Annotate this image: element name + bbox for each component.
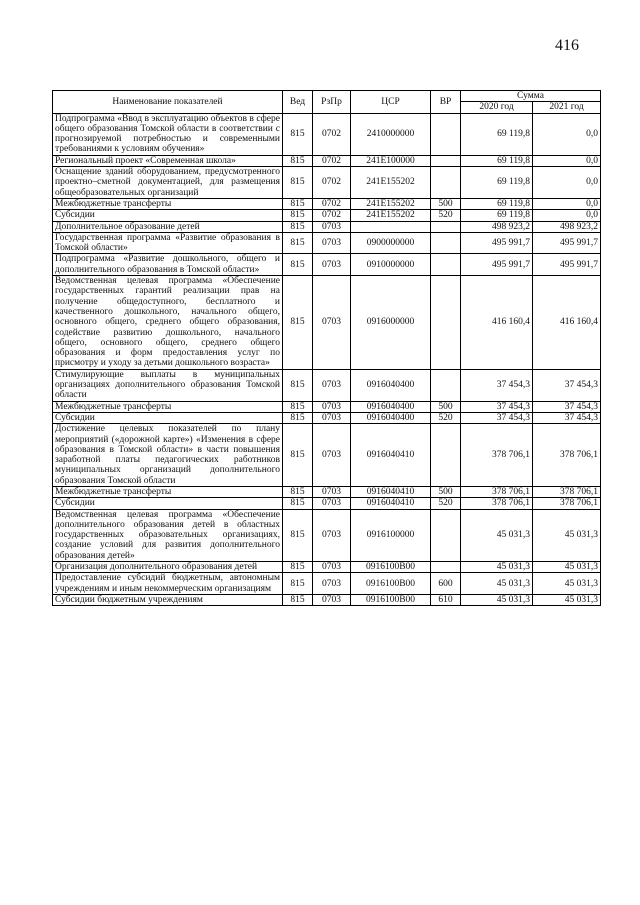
cell-2020: 69 119,8 [461,210,533,221]
table-row [53,486,601,497]
cell-ved: 815 [283,167,313,199]
cell-vr [431,113,461,155]
header-year-2020: 2020 год [461,102,533,113]
header-name: Наименование показателей [53,91,283,114]
cell-vr [431,221,461,232]
cell-ved: 815 [283,509,313,561]
table-row [53,594,601,605]
cell-2020: 69 119,8 [461,198,533,209]
cell-vr: 520 [431,498,461,509]
cell-ved: 815 [283,232,313,254]
cell-ved: 815 [283,276,313,370]
table-row [53,210,601,221]
cell-rzpr: 0702 [313,155,351,166]
cell-2021: 0,0 [533,155,601,166]
cell-2020: 69 119,8 [461,155,533,166]
cell-csr: 0916100В00 [351,562,431,573]
cell-2021: 37 454,3 [533,369,601,401]
cell-name: Региональный проект «Современная школа» [53,155,283,166]
cell-name: Субсидии [53,412,283,423]
cell-rzpr: 0703 [313,369,351,401]
header-ved: Вед [283,91,313,114]
cell-csr: 0916100В00 [351,594,431,605]
table-row [53,573,601,595]
cell-ved: 815 [283,401,313,412]
cell-vr [431,254,461,276]
cell-2020: 495 991,7 [461,254,533,276]
cell-2020: 498 923,2 [461,221,533,232]
cell-vr [431,167,461,199]
cell-2020: 37 454,3 [461,412,533,423]
cell-2020: 45 031,3 [461,594,533,605]
cell-csr: 241E155202 [351,198,431,209]
cell-vr: 600 [431,573,461,595]
cell-rzpr: 0703 [313,221,351,232]
page-number: 416 [555,37,579,54]
table-row [53,113,601,155]
cell-csr: 0910000000 [351,254,431,276]
cell-ved: 815 [283,221,313,232]
cell-name: Ведомственная целевая программа «Обеспечение дополнительного образования детей в областных государственных образовательных организациях, создание условий для развития дополнительного образования детей» [53,509,283,561]
cell-ved: 815 [283,210,313,221]
cell-name: Межбюджетные трансферты [53,401,283,412]
cell-ved: 815 [283,573,313,595]
cell-2021: 416 160,4 [533,276,601,370]
table-row [53,424,601,487]
cell-rzpr: 0702 [313,113,351,155]
cell-2020: 378 706,1 [461,486,533,497]
cell-ved: 815 [283,412,313,423]
cell-rzpr: 0703 [313,412,351,423]
cell-name: Субсидии бюджетным учреждениям [53,594,283,605]
cell-rzpr: 0703 [313,276,351,370]
cell-2020: 45 031,3 [461,573,533,595]
cell-vr: 520 [431,412,461,423]
table-row [53,254,601,276]
cell-2021: 0,0 [533,210,601,221]
cell-2021: 37 454,3 [533,401,601,412]
cell-rzpr: 0703 [313,594,351,605]
cell-vr: 610 [431,594,461,605]
cell-rzpr: 0703 [313,254,351,276]
cell-csr [351,221,431,232]
cell-name: Подпрограмма «Ввод в эксплуатацию объектов в сфере общего образования Томской области в соответствии с прогнозируемой потребностью и современными требованиями к условиям обучения» [53,113,283,155]
cell-vr: 500 [431,486,461,497]
table-row [53,369,601,401]
cell-2020: 45 031,3 [461,509,533,561]
cell-rzpr: 0703 [313,562,351,573]
cell-2021: 378 706,1 [533,486,601,497]
cell-ved: 815 [283,424,313,487]
cell-rzpr: 0703 [313,509,351,561]
table-row [53,401,601,412]
cell-rzpr: 0703 [313,498,351,509]
cell-csr: 0916040410 [351,498,431,509]
header-rzpr: РзПр [313,91,351,114]
cell-ved: 815 [283,562,313,573]
cell-ved: 815 [283,594,313,605]
table-row [53,155,601,166]
cell-ved: 815 [283,113,313,155]
cell-ved: 815 [283,198,313,209]
cell-csr: 0916100000 [351,509,431,561]
cell-csr: 2410000000 [351,113,431,155]
header-csr: ЦСР [351,91,431,114]
cell-csr: 241E100000 [351,155,431,166]
cell-vr: 500 [431,401,461,412]
cell-2021: 0,0 [533,167,601,199]
cell-csr: 0916100В00 [351,573,431,595]
cell-vr: 520 [431,210,461,221]
cell-vr [431,509,461,561]
table-row [53,498,601,509]
cell-vr [431,276,461,370]
cell-2020: 37 454,3 [461,401,533,412]
cell-csr: 0916040400 [351,401,431,412]
cell-2021: 37 454,3 [533,412,601,423]
cell-name: Стимулирующие выплаты в муниципальных организациях дополнительного образования Томской области [53,369,283,401]
cell-rzpr: 0703 [313,401,351,412]
cell-rzpr: 0702 [313,198,351,209]
header-sum: Сумма [461,91,601,102]
cell-name: Подпрограмма «Развитие дошкольного, общего и дополнительного образования в Томской области» [53,254,283,276]
cell-2021: 378 706,1 [533,498,601,509]
cell-ved: 815 [283,369,313,401]
cell-2021: 0,0 [533,198,601,209]
table-row [53,412,601,423]
table-body [53,113,601,606]
cell-name: Дополнительное образование детей [53,221,283,232]
cell-vr [431,424,461,487]
header-vr: ВР [431,91,461,114]
cell-rzpr: 0703 [313,424,351,487]
cell-2021: 498 923,2 [533,221,601,232]
cell-ved: 815 [283,254,313,276]
cell-csr: 0916040410 [351,424,431,487]
cell-name: Межбюджетные трансферты [53,486,283,497]
cell-2021: 45 031,3 [533,509,601,561]
cell-rzpr: 0703 [313,573,351,595]
cell-csr: 0916040400 [351,412,431,423]
cell-name: Субсидии [53,210,283,221]
cell-2021: 495 991,7 [533,254,601,276]
cell-rzpr: 0702 [313,210,351,221]
cell-2020: 416 160,4 [461,276,533,370]
cell-name: Достижение целевых показателей по плану мероприятий («дорожной карте») «Изменения в сфере образования в Томской области» в части повышения заработной платы педагогических работников муниципальных организаций дополнительного образования Томской области [53,424,283,487]
table-row [53,276,601,370]
cell-2020: 45 031,3 [461,562,533,573]
cell-vr [431,155,461,166]
cell-2021: 378 706,1 [533,424,601,487]
cell-2020: 378 706,1 [461,424,533,487]
cell-vr [431,369,461,401]
cell-csr: 241E155202 [351,167,431,199]
cell-csr: 0916040400 [351,369,431,401]
cell-name: Оснащение зданий оборудованием, предусмотренного проектно–сметной документацией, для размещения общеобразовательных организаций [53,167,283,199]
cell-csr: 241E155202 [351,210,431,221]
header-year-2021: 2021 год [533,102,601,113]
table-row [53,198,601,209]
cell-vr [431,562,461,573]
cell-2021: 45 031,3 [533,573,601,595]
cell-2021: 0,0 [533,113,601,155]
budget-table [52,90,601,606]
cell-name: Межбюджетные трансферты [53,198,283,209]
cell-vr: 500 [431,198,461,209]
cell-rzpr: 0702 [313,167,351,199]
table-row [53,509,601,561]
cell-2021: 45 031,3 [533,562,601,573]
table-row [53,221,601,232]
cell-csr: 0916040410 [351,486,431,497]
cell-ved: 815 [283,155,313,166]
cell-name: Государственная программа «Развитие образования в Томской области» [53,232,283,254]
cell-2021: 495 991,7 [533,232,601,254]
cell-2020: 495 991,7 [461,232,533,254]
cell-rzpr: 0703 [313,486,351,497]
cell-2020: 378 706,1 [461,498,533,509]
cell-2020: 69 119,8 [461,113,533,155]
table-row [53,562,601,573]
table-row [53,167,601,199]
cell-ved: 815 [283,498,313,509]
cell-2020: 69 119,8 [461,167,533,199]
cell-rzpr: 0703 [313,232,351,254]
cell-2021: 45 031,3 [533,594,601,605]
table-row [53,232,601,254]
cell-csr: 0916000000 [351,276,431,370]
cell-name: Ведомственная целевая программа «Обеспечение государственных гарантий реализации прав на получение общедоступного, бесплатного и качественного дошкольного, начального общего, основного общего, среднего общего образования, содействие развитию дошкольного, начального общего, основного общего, среднего общего образования и форм предоставления услуг по присмотру и уходу за детьми дошкольного возраста» [53,276,283,370]
cell-ved: 815 [283,486,313,497]
cell-name: Предоставление субсидий бюджетным, автономным учреждениям и иным некоммерческим организациям [53,573,283,595]
cell-csr: 0900000000 [351,232,431,254]
header-row [53,91,601,102]
cell-2020: 37 454,3 [461,369,533,401]
cell-vr [431,232,461,254]
cell-name: Организация дополнительного образования детей [53,562,283,573]
cell-name: Субсидии [53,498,283,509]
